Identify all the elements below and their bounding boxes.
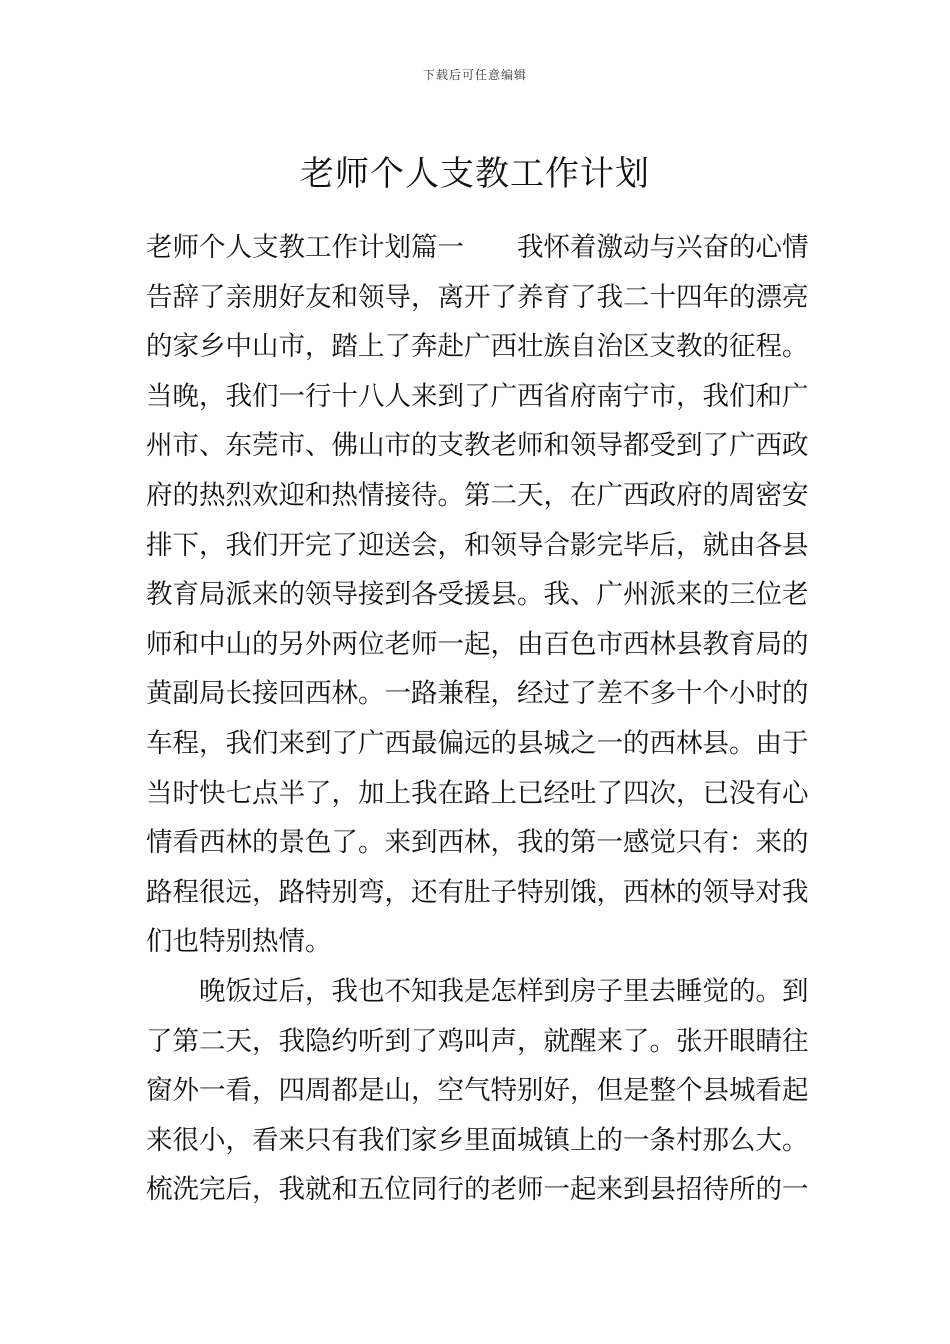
body-line: 当时快七点半了，加上我在路上已经吐了四次，已没有心 (146, 777, 809, 809)
body-line: 来很小，看来只有我们家乡里面城镇上的一条村那么大。 (146, 1124, 809, 1156)
body-line: 老师个人支教工作计划篇一 我怀着激动与兴奋的心情 (146, 232, 809, 263)
document-body (146, 223, 810, 1215)
body-line: 情看西林的景色了。来到西林，我的第一感觉只有：来的 (146, 827, 809, 859)
body-line: 路程很远，路特别弯，还有肚子特别饿，西林的领导对我 (146, 876, 809, 908)
body-line-paragraph-start: 晚饭过后，我也不知我是怎样到房子里去睡觉的。到 (199, 975, 809, 1007)
body-line: 教育局派来的领导接到各受援县。我、广州派来的三位老 (146, 579, 809, 611)
body-line: 们也特别热情。 (146, 926, 332, 958)
body-line: 车程，我们来到了广西最偏远的县城之一的西林县。由于 (146, 727, 809, 759)
body-line: 当晚，我们一行十八人来到了广西省府南宁市，我们和广 (146, 380, 809, 412)
body-line: 府的热烈欢迎和热情接待。第二天，在广西政府的周密安 (146, 479, 809, 511)
body-line: 州市、东莞市、佛山市的支教老师和领导都受到了广西政 (146, 430, 809, 462)
document-title: 老师个人支教工作计划 (300, 153, 650, 194)
body-line: 了第二天，我隐约听到了鸡叫声，就醒来了。张开眼睛往 (146, 1025, 809, 1057)
body-line: 窗外一看，四周都是山，空气特别好，但是整个县城看起 (146, 1075, 809, 1107)
body-line: 师和中山的另外两位老师一起，由百色市西林县教育局的 (146, 628, 809, 660)
body-line: 黄副局长接回西林。一路兼程，经过了差不多十个小时的 (146, 678, 809, 710)
body-line: 排下，我们开完了迎送会，和领导合影完毕后，就由各县 (146, 529, 809, 561)
body-line: 的家乡中山市，踏上了奔赴广西壮族自治区支教的征程。 (146, 331, 809, 363)
body-line: 梳洗完后，我就和五位同行的老师一起来到县招待所的一 (146, 1174, 809, 1206)
header-note: 下载后可任意编辑 (422, 68, 527, 82)
body-line: 告辞了亲朋好友和领导，离开了养育了我二十四年的漂亮 (146, 281, 809, 313)
